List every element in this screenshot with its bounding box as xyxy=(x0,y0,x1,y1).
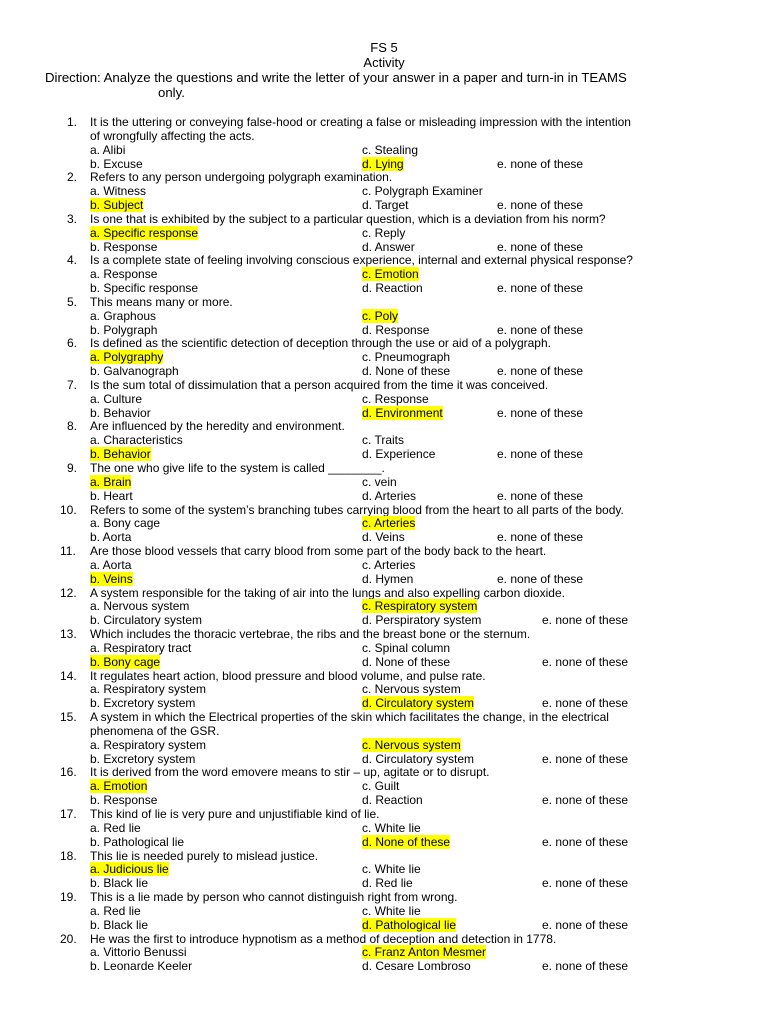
question-text: Is a complete state of feeling involving conscious experience, internal and external physical response? xyxy=(90,253,633,268)
answer-option: d. Veins xyxy=(362,530,405,545)
answer-option: e. none of these xyxy=(497,239,584,254)
question-text: It is derived from the word emovere means to stir – up, agitate or to disrupt. xyxy=(90,765,490,780)
answer-option: b. Specific response xyxy=(90,281,199,296)
question-text: of wrongfully affecting the acts. xyxy=(90,128,255,143)
answer-option: b. Galvanograph xyxy=(90,364,179,379)
answer-option: c. White lie xyxy=(362,903,421,918)
answer-option: b. Leonarde Keeler xyxy=(90,959,193,974)
answer-option-highlighted: d. Lying xyxy=(362,156,404,171)
answer-option: c. Spinal column xyxy=(362,640,451,655)
answer-option: b. Circulatory system xyxy=(90,613,203,628)
answer-option-highlighted: c. Franz Anton Mesmer xyxy=(362,945,487,960)
answer-option: e. none of these xyxy=(542,751,629,766)
question-text: Is the sum total of dissimulation that a person acquired from the time it was conceived. xyxy=(90,377,549,392)
answer-option: a. Culture xyxy=(90,391,143,406)
answer-option-highlighted: b. Behavior xyxy=(90,447,151,462)
question-number: 13. xyxy=(60,627,77,642)
answer-option-highlighted: c. Respiratory system xyxy=(362,599,478,614)
document-code: FS 5 xyxy=(370,40,398,55)
answer-option: b. Polygraph xyxy=(90,322,158,337)
question-text: phenomena of the GSR. xyxy=(90,723,220,738)
answer-option: e. none of these xyxy=(542,613,629,628)
direction-text: Direction: Analyze the questions and write the letter of your answer in a paper and turn-in in TEAMS xyxy=(45,70,627,85)
question-number: 9. xyxy=(67,461,78,475)
answer-option: d. Cesare Lombroso xyxy=(362,959,471,974)
question-text: Are those blood vessels that carry blood from some part of the body back to the heart. xyxy=(90,544,547,559)
answer-option: e. none of these xyxy=(497,571,584,586)
answer-option-highlighted: a. Emotion xyxy=(90,779,148,794)
answer-option-highlighted: a. Polygraphy xyxy=(90,350,164,365)
answer-option: e. none of these xyxy=(497,198,584,213)
answer-option-highlighted: d. Environment xyxy=(362,405,443,420)
answer-option: e. none of these xyxy=(542,793,629,808)
answer-option: a. Red lie xyxy=(90,820,141,835)
answer-option-highlighted: c. Nervous system xyxy=(362,737,461,752)
answer-option: c. Stealing xyxy=(362,142,419,157)
answer-option: a. Characteristics xyxy=(90,433,183,448)
question-number: 1. xyxy=(67,115,78,129)
answer-option: b. Pathological lie xyxy=(90,834,185,849)
question-text: A system responsible for the taking of air into the lungs and also expelling carbon dioxide. xyxy=(90,585,565,600)
question-number: 15. xyxy=(60,710,77,725)
answer-option: a. Vittorio Benussi xyxy=(90,945,187,960)
question-number: 7. xyxy=(67,377,78,392)
answer-option: a. Witness xyxy=(90,184,147,199)
question-number: 18. xyxy=(60,848,77,863)
question-text: A system in which the Electrical properties of the skin which facilitates the change, in the electrical xyxy=(90,710,609,725)
answer-option-highlighted: a. Judicious lie xyxy=(90,862,169,877)
question-number: 4. xyxy=(67,253,78,268)
question-text: Refers to some of the system’s branching tubes carrying blood from the heart to all parts of the body. xyxy=(90,502,624,517)
question-text: This is a lie made by person who cannot distinguish right from wrong. xyxy=(90,890,458,905)
answer-option: d. Target xyxy=(362,198,409,213)
answer-option: a. Respiratory system xyxy=(90,682,207,697)
question-number: 3. xyxy=(67,211,78,226)
answer-option-highlighted: b. Subject xyxy=(90,198,144,213)
answer-option: c. Traits xyxy=(362,433,405,448)
question-text: It is the uttering or conveying false-hood or creating a false or misleading impression with the intention xyxy=(90,115,631,129)
answer-option: d. Reaction xyxy=(362,281,423,296)
answer-option: e. none of these xyxy=(497,447,584,462)
answer-option-highlighted: b. Veins xyxy=(90,571,133,586)
answer-option: e. none of these xyxy=(497,530,584,545)
question-number: 19. xyxy=(60,890,77,905)
answer-option: d. Perspiratory system xyxy=(362,613,482,628)
question-number: 2. xyxy=(67,170,78,185)
answer-option: e. none of these xyxy=(497,281,584,296)
answer-option: c. Polygraph Examiner xyxy=(362,184,483,199)
answer-option: d. None of these xyxy=(362,364,451,379)
question-number: 5. xyxy=(67,294,78,309)
answer-option: b. Black lie xyxy=(90,917,149,932)
answer-option: d. Circulatory system xyxy=(362,751,475,766)
answer-option: c. White lie xyxy=(362,820,421,835)
answer-option: e. none of these xyxy=(542,917,629,932)
answer-option: c. vein xyxy=(362,474,397,489)
answer-option: b. Black lie xyxy=(90,876,149,891)
answer-option: b. Excuse xyxy=(90,156,143,171)
question-number: 14. xyxy=(60,668,77,683)
answer-option-highlighted: c. Arteries xyxy=(362,516,416,531)
answer-option: d. Response xyxy=(362,322,430,337)
answer-option: b. Response xyxy=(90,239,158,254)
question-text: Is one that is exhibited by the subject to a particular question, which is a deviation from his norm? xyxy=(90,211,606,226)
question-number: 11. xyxy=(60,544,76,559)
answer-option: c. Arteries xyxy=(362,557,416,572)
answer-option: d. Reaction xyxy=(362,793,423,808)
answer-option: e. none of these xyxy=(542,876,629,891)
question-text: The one who give life to the system is called ________. xyxy=(90,461,385,475)
answer-option: b. Response xyxy=(90,793,158,808)
question-text: Which includes the thoracic vertebrae, the ribs and the breast bone or the sternum. xyxy=(90,627,531,642)
answer-option: a. Alibi xyxy=(90,142,126,157)
answer-option: e. none of these xyxy=(497,364,584,379)
question-text: This kind of lie is very pure and unjustifiable kind of lie. xyxy=(90,807,380,821)
answer-option: c. Nervous system xyxy=(362,682,461,697)
answer-option: a. Graphous xyxy=(90,308,157,323)
answer-option: d. Experience xyxy=(362,447,436,462)
answer-option: a. Respiratory system xyxy=(90,737,207,752)
answer-option-highlighted: a. Specific response xyxy=(90,225,199,240)
question-number: 8. xyxy=(67,419,78,434)
question-text: Refers to any person undergoing polygraph examination. xyxy=(90,170,393,185)
answer-option: d. Answer xyxy=(362,239,415,254)
answer-option-highlighted: d. Circulatory system xyxy=(362,696,475,711)
question-text: Are influenced by the heredity and environment. xyxy=(90,419,345,434)
answer-option: a. Aorta xyxy=(90,557,132,572)
answer-option: b. Behavior xyxy=(90,405,151,420)
question-text: He was the first to introduce hypnotism as a method of deception and detection in 1778. xyxy=(90,931,557,946)
answer-option: e. none of these xyxy=(497,405,584,420)
answer-option: e. none of these xyxy=(542,696,629,711)
answer-option: d. None of these xyxy=(362,654,451,669)
answer-option-highlighted: b. Bony cage xyxy=(90,654,161,669)
answer-option: c. Guilt xyxy=(362,779,400,794)
question-number: 16. xyxy=(60,765,77,780)
question-text: It regulates heart action, blood pressure and blood volume, and pulse rate. xyxy=(90,668,486,683)
answer-option: e. none of these xyxy=(542,959,629,974)
answer-option: a. Bony cage xyxy=(90,516,161,531)
answer-option: b. Aorta xyxy=(90,530,132,545)
answer-option: a. Nervous system xyxy=(90,599,190,614)
answer-option: d. Red lie xyxy=(362,876,413,891)
question-text: Is defined as the scientific detection of deception through the use or aid of a polygraph. xyxy=(90,336,551,351)
answer-option: e. none of these xyxy=(542,654,629,669)
answer-option: b. Heart xyxy=(90,488,133,503)
question-number: 12. xyxy=(60,585,77,600)
answer-option: e. none of these xyxy=(497,488,584,503)
answer-option-highlighted: d. None of these xyxy=(362,834,451,849)
answer-option: a. Response xyxy=(90,267,158,282)
answer-option: a. Respiratory tract xyxy=(90,640,192,655)
question-number: 20. xyxy=(60,931,77,946)
answer-option-highlighted: d. Pathological lie xyxy=(362,917,457,932)
answer-option-highlighted: c. Poly xyxy=(362,308,399,323)
answer-option: c. Response xyxy=(362,391,429,406)
question-number: 17. xyxy=(60,807,77,821)
answer-option: c. White lie xyxy=(362,862,421,877)
answer-option: c. Pneumograph xyxy=(362,350,451,365)
question-number: 10. xyxy=(60,502,77,517)
document-title: Activity xyxy=(363,55,405,70)
answer-option: b. Excretory system xyxy=(90,696,196,711)
answer-option: a. Red lie xyxy=(90,903,141,918)
answer-option: d. Hymen xyxy=(362,571,414,586)
answer-option: d. Arteries xyxy=(362,488,417,503)
answer-option: e. none of these xyxy=(542,834,629,849)
answer-option: b. Excretory system xyxy=(90,751,196,766)
direction-text-continued: only. xyxy=(158,85,185,100)
answer-option-highlighted: a. Brain xyxy=(90,474,132,489)
question-text: This means many or more. xyxy=(90,294,233,309)
answer-option: e. none of these xyxy=(497,322,584,337)
answer-option-highlighted: c. Emotion xyxy=(362,267,419,282)
question-number: 6. xyxy=(67,336,78,351)
answer-option: c. Reply xyxy=(362,225,406,240)
question-text: This lie is needed purely to mislead justice. xyxy=(90,848,319,863)
answer-option: e. none of these xyxy=(497,156,584,171)
